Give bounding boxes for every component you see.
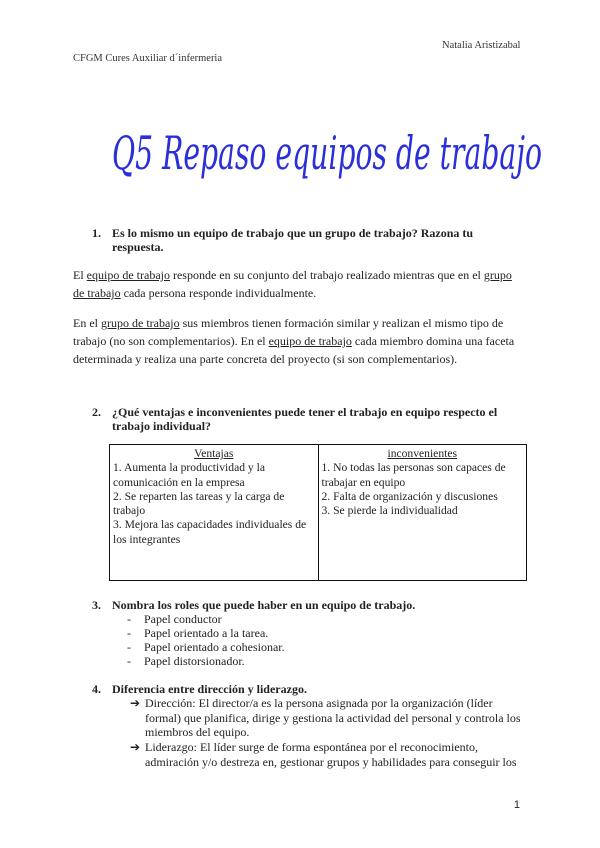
- svg-text:Q5 Repaso equipos de trabajo: Q5 Repaso equipos de trabajo: [112, 126, 542, 180]
- disadvantage-item: 2. Falta de organización y discusiones: [321, 489, 498, 503]
- advantages-header: Ventajas: [194, 447, 234, 460]
- advantage-item: 1. Aumenta la productividad y la comunicación en la empresa: [113, 461, 265, 489]
- list-item: Papel conductor: [144, 612, 222, 626]
- page-number: 1: [513, 799, 520, 811]
- arrow-bullet-icon: ➔: [130, 740, 141, 754]
- answer-1-paragraph-2: En el grupo de trabajo sus miembros tienen formación similar y realizan el mismo tipo de trabajo (no son complementarios). En el equipo de trabajo cada miembro domina una faceta determinada y realiza una parte concreta del proyecto (si son complementarios).: [73, 316, 515, 366]
- disadvantages-header: inconvenientes: [387, 447, 458, 460]
- list-item: Papel orientado a cohesionar.: [144, 640, 285, 654]
- advantage-item: 3. Mejora las capacidades individuales de los integrantes: [113, 518, 307, 546]
- direction-definition: Dirección: El director/a es la persona asignada por la organización (líder formal) que planifica, dirige y gestiona la actividad del personal y controla los miembros del equipo.: [145, 696, 521, 739]
- page-title: [112, 112, 552, 192]
- arrow-bullet-icon: ➔: [130, 696, 141, 710]
- advantage-item: 2. Se reparten las tareas y la carga de trabajo: [113, 489, 285, 518]
- list-item: Papel distorsionador.: [144, 654, 245, 668]
- header-author: Natalia Aristizabal: [442, 40, 521, 51]
- disadvantages-cell: [318, 445, 527, 581]
- answer-1-paragraph-1: El equipo de trabajo responde en su conjunto del trabajo realizado mientras que en el grupo de trabajo cada persona responde individualmente.: [73, 268, 512, 300]
- advantages-cell: [110, 445, 319, 581]
- disadvantage-item: 1. No todas las personas son capaces de trabajar en equipo: [321, 461, 506, 489]
- header-course: CFGM Cures Auxiliar d´infermeria: [73, 53, 223, 64]
- disadvantage-item: 3. Se pierde la individualidad: [321, 504, 458, 518]
- advantages-table: [109, 444, 527, 581]
- leadership-definition: Liderazgo: El líder surge de forma espontánea por el reconocimiento, admiración y/o destreza en, gestionar grupos y habilidades para conseguir los: [145, 740, 517, 769]
- list-item: Papel orientado a la tarea.: [144, 626, 269, 640]
